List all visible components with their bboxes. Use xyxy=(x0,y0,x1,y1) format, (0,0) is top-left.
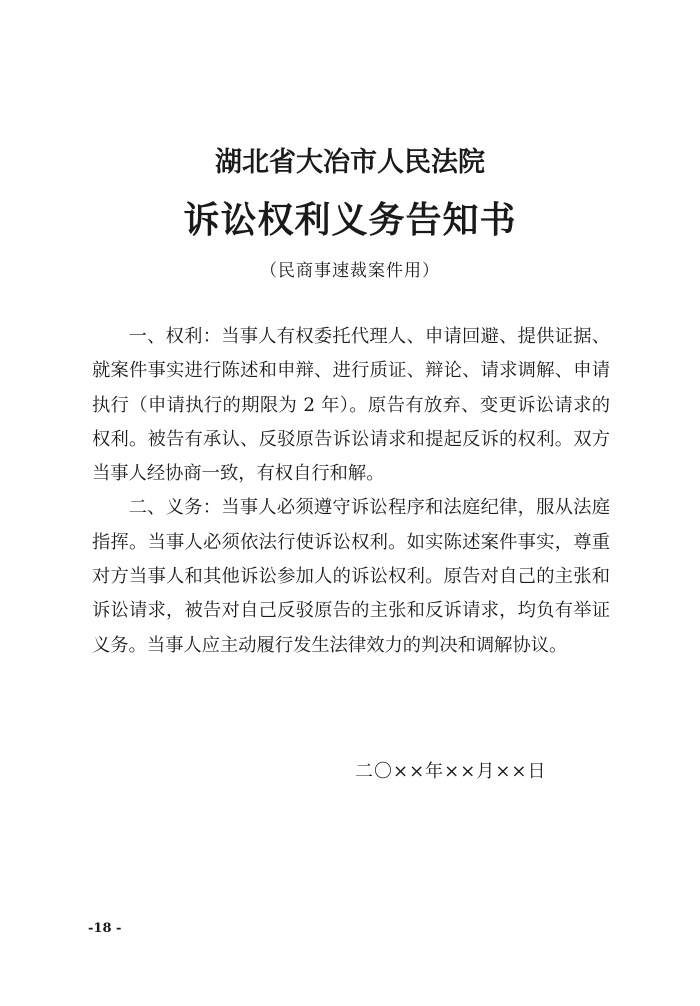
obligations-paragraph: 二、义务：当事人必须遵守诉讼程序和法庭纪律，服从法庭指挥。当事人必须依法行使诉讼权利。如实陈述案件事实，尊重对方当事人和其他诉讼参加人的诉讼权利。原告对自己的主张和诉讼请求，被告对自己反驳原告的主张和反诉请求，均负有举证义务。当事人应主动履行发生法律效力的判决和调解协议。 xyxy=(92,497,610,656)
document-subtitle: （民商事速裁案件用） xyxy=(260,261,440,281)
court-name: 湖北省大冶市人民法院 xyxy=(215,147,485,178)
document-body xyxy=(92,320,610,663)
page-number: -18 - xyxy=(88,921,122,936)
rights-paragraph: 一、权利：当事人有权委托代理人、申请回避、提供证据、就案件事实进行陈述和申辩、进行质证、辩论、请求调解、申请执行（申请执行的期限为 2 年）。原告有放弃、变更诉讼请求的权利。被告有承认、反驳原告诉讼请求和提起反诉的权利。双方当事人经协商一致，有权自行和解。 xyxy=(92,326,610,485)
document-date: 二〇××年××月××日 xyxy=(355,761,547,782)
document-title: 诉讼权利义务告知书 xyxy=(183,199,517,241)
